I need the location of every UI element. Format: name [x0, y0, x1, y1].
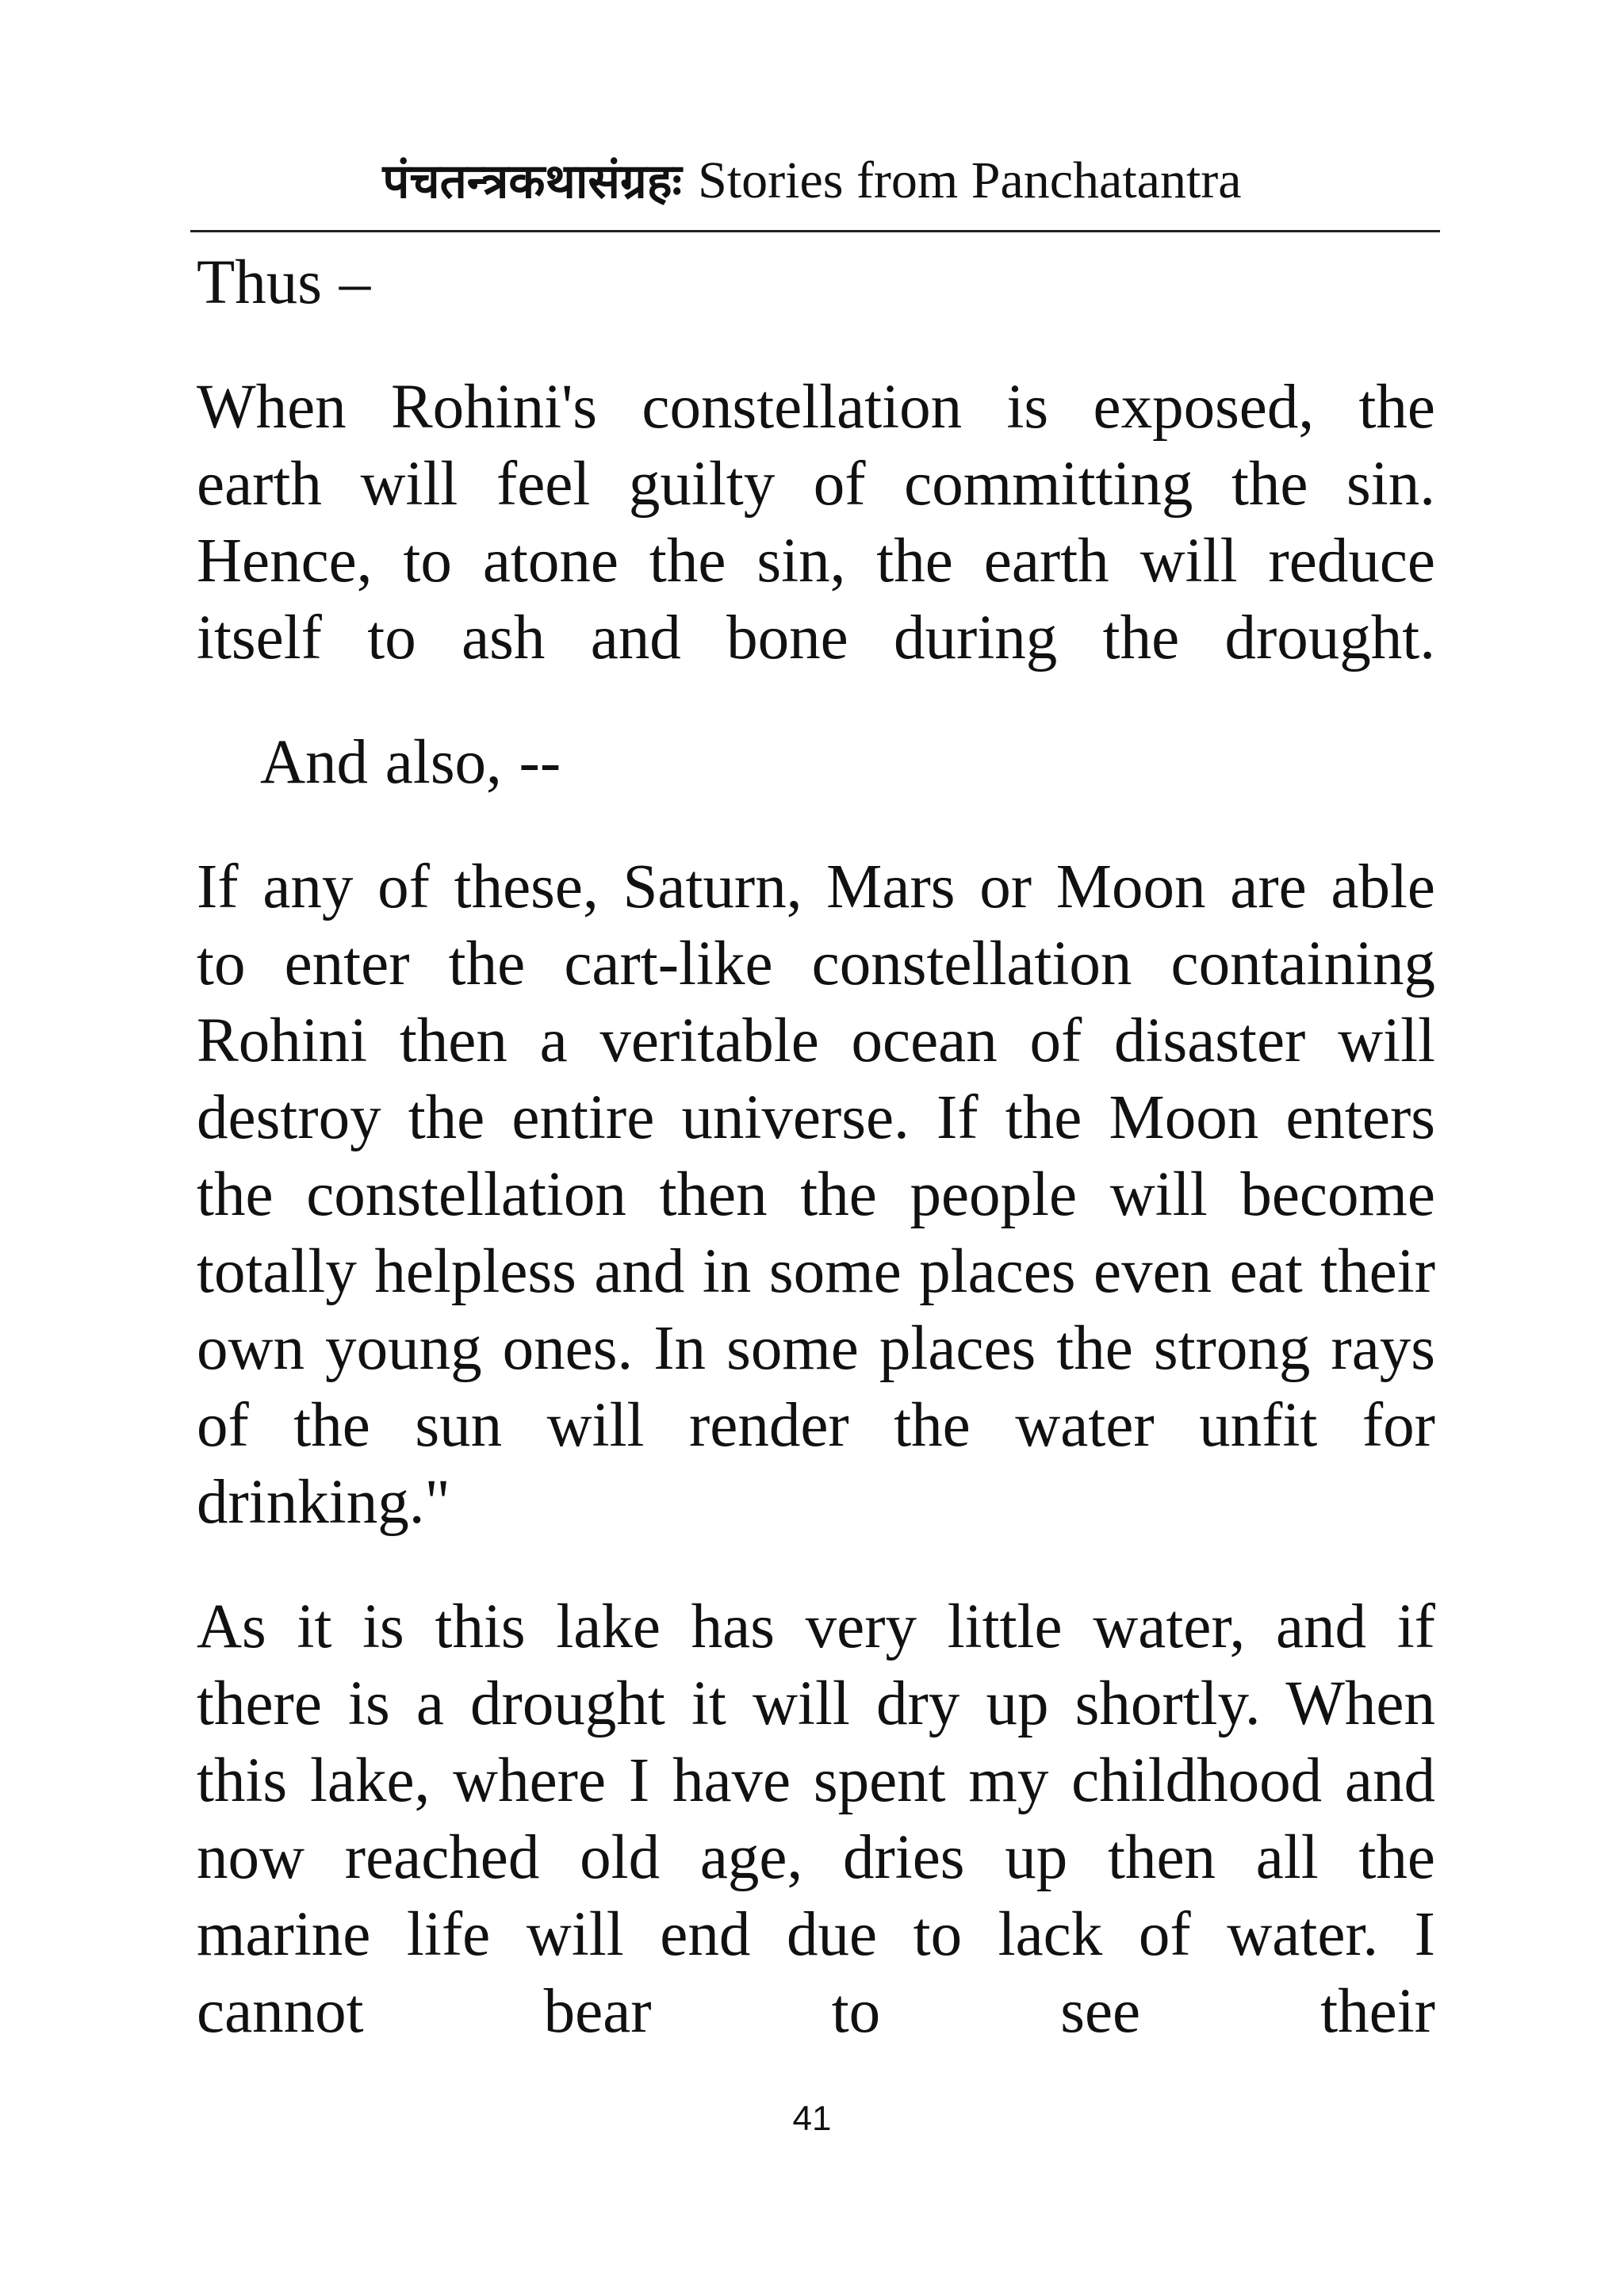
header-title-english: Stories from Panchatantra: [698, 151, 1242, 209]
body-text: [197, 238, 1435, 2050]
paragraph-planets-verse: If any of these, Saturn, Mars or Moon are able to enter the cart-like constellation containing Rohini then a veritable ocean of disaster will destroy the entire universe. If the Moon enters the constellation then the people will become totally helpless and in some places even eat their own young ones. In some places the strong rays of the sun will render the water unfit for drinking.": [197, 852, 1435, 1537]
page-number: 41: [792, 2099, 832, 2138]
paragraph-thus: Thus –: [197, 248, 371, 317]
paragraph-and-also: And also, --: [260, 728, 561, 797]
paragraph-rohini-verse: When Rohini's constellation is exposed, the earth will feel guilty of committing the sin. Hence, to atone the sin, the earth will reduce itself to ash and bone during the drought.: [197, 373, 1435, 672]
paragraph-lake: As it is this lake has very little water, and if there is a drought it will dry up shortly. When this lake, where I have spent my childhood and now reached old age, dries up then all the marine life will end due to lack of water. I cannot bear to see their: [197, 1592, 1435, 2046]
header-divider: [190, 230, 1440, 232]
running-header: [190, 143, 1434, 219]
header-title-sanskrit: पंचतन्त्रकथासंग्रहः: [382, 154, 682, 209]
